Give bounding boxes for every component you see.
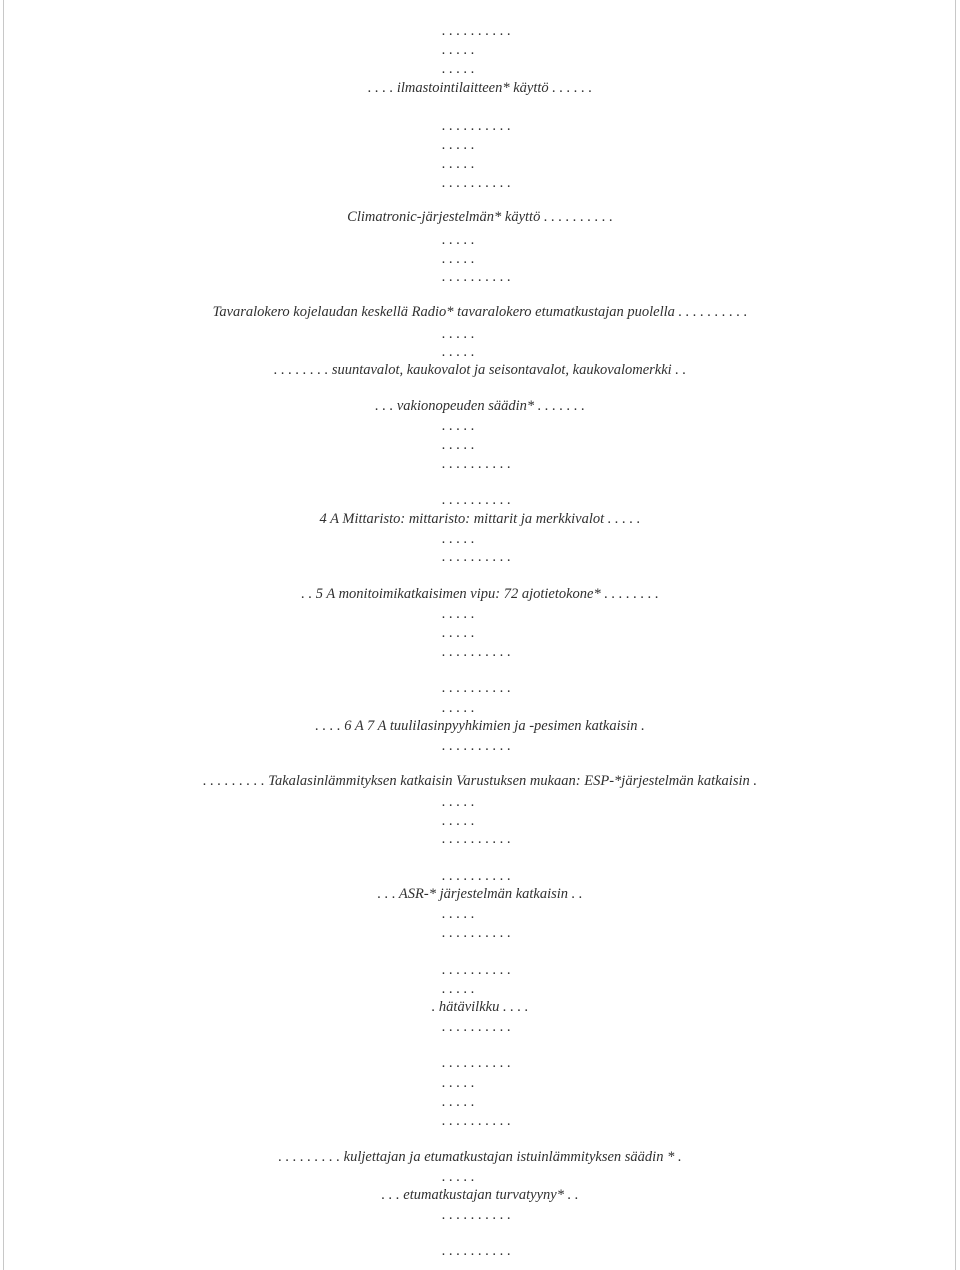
index-line: . . . . . . . . . . xyxy=(442,680,511,696)
index-entry: Tavaralokero kojelaudan keskellä Radio* tavaralokero etumatkustajan puolella . . . . . . . . . . xyxy=(212,304,748,320)
index-line: . . . . . xyxy=(442,232,475,248)
index-line: . . . . . . . . . . xyxy=(442,492,511,508)
index-line: . . . . . xyxy=(442,137,475,153)
index-line: . . . . . . . . . . xyxy=(442,1113,511,1129)
index-entry: . . . etumatkustajan turvatyyny* . . xyxy=(381,1187,579,1203)
index-line: . . . . . xyxy=(442,156,475,172)
index-line: . . . . . xyxy=(442,344,475,360)
index-line: . . . . . xyxy=(442,418,475,434)
index-line: . . . . . . . . . . xyxy=(442,1243,511,1259)
index-line: . . . . . xyxy=(442,42,475,58)
index-line: . . . . . . . . . . xyxy=(442,831,511,847)
index-line: . . . . . . . . . . xyxy=(442,118,511,134)
index-entry: . . . . . . . . . kuljettajan ja etumatkustajan istuinlämmityksen säädin * . xyxy=(278,1149,682,1165)
index-entry: . . 5 A monitoimikatkaisimen vipu: 72 ajotietokone* . . . . . . . . xyxy=(301,586,659,602)
index-line: . . . . . . . . . . xyxy=(442,925,511,941)
index-line: . . . . . xyxy=(442,1094,475,1110)
index-line: . . . . . . . . . . xyxy=(442,962,511,978)
index-entry: . . . . ilmastointilaitteen* käyttö . . . . . . xyxy=(367,80,593,96)
index-line: . . . . . . . . . . xyxy=(442,1019,511,1035)
index-line: . . . . . xyxy=(442,251,475,267)
index-line: . . . . . . . . . . xyxy=(442,1207,511,1223)
index-line: . . . . . xyxy=(442,794,475,810)
index-entry: 4 A Mittaristo: mittaristo: mittarit ja merkkivalot . . . . . xyxy=(319,511,641,527)
index-entry: . . . . . . . . . Takalasinlämmityksen katkaisin Varustuksen mukaan: ESP-*järjestelmän katkaisin . xyxy=(202,773,758,789)
index-line: . . . . . . . . . . xyxy=(442,23,511,39)
index-line: . . . . . . . . . . xyxy=(442,456,511,472)
index-line: . . . . . xyxy=(442,813,475,829)
index-line: . . . . . . . . . . xyxy=(442,269,511,285)
index-line: . . . . . xyxy=(442,700,475,716)
index-entry: . hätävilkku . . . . xyxy=(431,999,529,1015)
index-line: . . . . . . . . . . xyxy=(442,549,511,565)
index-line: . . . . . xyxy=(442,437,475,453)
index-line: . . . . . xyxy=(442,61,475,77)
index-line: . . . . . xyxy=(442,606,475,622)
index-line: . . . . . xyxy=(442,326,475,342)
index-line: . . . . . . . . . . xyxy=(442,738,511,754)
index-entry: . . . ASR-* järjestelmän katkaisin . . xyxy=(377,886,583,902)
index-line: . . . . . . . . . . xyxy=(442,868,511,884)
index-line: . . . . . . . . . . xyxy=(442,1055,511,1071)
index-line: . . . . . xyxy=(442,1075,475,1091)
index-entry: Climatronic-järjestelmän* käyttö . . . . . . . . . . xyxy=(347,209,613,225)
index-entry: . . . vakionopeuden säädin* . . . . . . . xyxy=(375,398,585,414)
index-line: . . . . . xyxy=(442,1169,475,1185)
index-line: . . . . . xyxy=(442,625,475,641)
index-line: . . . . . . . . . . xyxy=(442,175,511,191)
index-line: . . . . . xyxy=(442,906,475,922)
index-line: . . . . . xyxy=(442,981,475,997)
index-entry: . . . . 6 A 7 A tuulilasinpyyhkimien ja -pesimen katkaisin . xyxy=(315,718,645,734)
index-entry: . . . . . . . . suuntavalot, kaukovalot ja seisontavalot, kaukovalomerkki . . xyxy=(273,362,687,378)
index-line: . . . . . xyxy=(442,531,475,547)
index-line: . . . . . . . . . . xyxy=(442,644,511,660)
